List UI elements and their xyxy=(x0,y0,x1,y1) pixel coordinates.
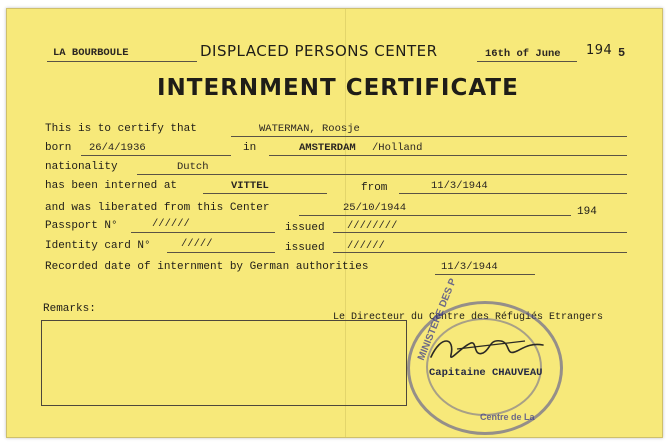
header-center: DISPLACED PERSONS CENTER xyxy=(200,42,438,60)
remarks-box xyxy=(41,320,407,406)
identity-underline xyxy=(167,252,275,253)
nationality-underline xyxy=(137,174,627,175)
header-year-digit: 5 xyxy=(618,46,626,60)
nationality-label: nationality xyxy=(45,161,118,173)
interned-underline xyxy=(203,193,327,194)
passport-underline xyxy=(131,232,275,233)
header-date: 16th of June xyxy=(485,48,561,60)
born-underline xyxy=(81,155,231,156)
signatory-name: Capitaine CHAUVEAU xyxy=(429,367,543,379)
birthplace-country: /Holland xyxy=(372,142,423,154)
stamp-text-bottom: Centre de La xyxy=(480,412,535,422)
born-date: 26/4/1936 xyxy=(89,142,146,154)
identity-issued: ////// xyxy=(347,240,385,252)
passport-issued-underline xyxy=(333,232,627,233)
from-label: from xyxy=(361,182,388,194)
interned-label: has been interned at xyxy=(45,180,178,192)
person-name: WATERMAN, Roosje xyxy=(259,123,360,135)
recorded-label: Recorded date of internment by German authorities xyxy=(45,261,369,273)
from-date: 11/3/1944 xyxy=(431,180,488,192)
identity-label: Identity card N° xyxy=(45,240,151,252)
passport-label: Passport N° xyxy=(45,220,118,232)
stamp-text-top: MINISTERE DES P xyxy=(416,277,459,363)
birthplace-underline xyxy=(269,155,627,156)
recorded-underline xyxy=(435,274,535,275)
certify-label: This is to certify that xyxy=(45,123,197,135)
nationality-value: Dutch xyxy=(177,161,209,173)
liberated-date: 25/10/1944 xyxy=(343,202,407,214)
internment-certificate xyxy=(6,8,663,438)
from-underline xyxy=(399,193,627,194)
header-location: LA BOURBOULE xyxy=(53,47,129,59)
name-underline xyxy=(231,136,627,137)
remarks-label: Remarks: xyxy=(43,303,96,315)
signature xyxy=(427,329,547,369)
location-underline xyxy=(47,61,197,62)
date-underline xyxy=(477,61,577,62)
certificate-title: INTERNMENT CERTIFICATE xyxy=(157,75,519,101)
liberated-year: 194 xyxy=(577,206,597,218)
in-label: in xyxy=(243,142,257,154)
identity-issued-label: issued xyxy=(285,242,325,254)
born-label: born xyxy=(45,142,72,154)
birthplace-city: AMSTERDAM xyxy=(299,142,356,154)
interned-at-value: VITTEL xyxy=(231,180,269,192)
liberated-underline xyxy=(299,215,571,216)
identity-number: ///// xyxy=(181,238,213,250)
liberated-label: and was liberated from this Center xyxy=(45,202,270,214)
identity-issued-underline xyxy=(333,252,627,253)
director-line: Le Directeur du Centre des Réfugiés Etrangers xyxy=(333,312,604,323)
passport-issued: //////// xyxy=(347,220,398,232)
recorded-date: 11/3/1944 xyxy=(441,261,498,273)
passport-number: ////// xyxy=(152,218,190,230)
passport-issued-label: issued xyxy=(285,222,325,234)
header-year-prefix: 194 xyxy=(586,43,613,58)
